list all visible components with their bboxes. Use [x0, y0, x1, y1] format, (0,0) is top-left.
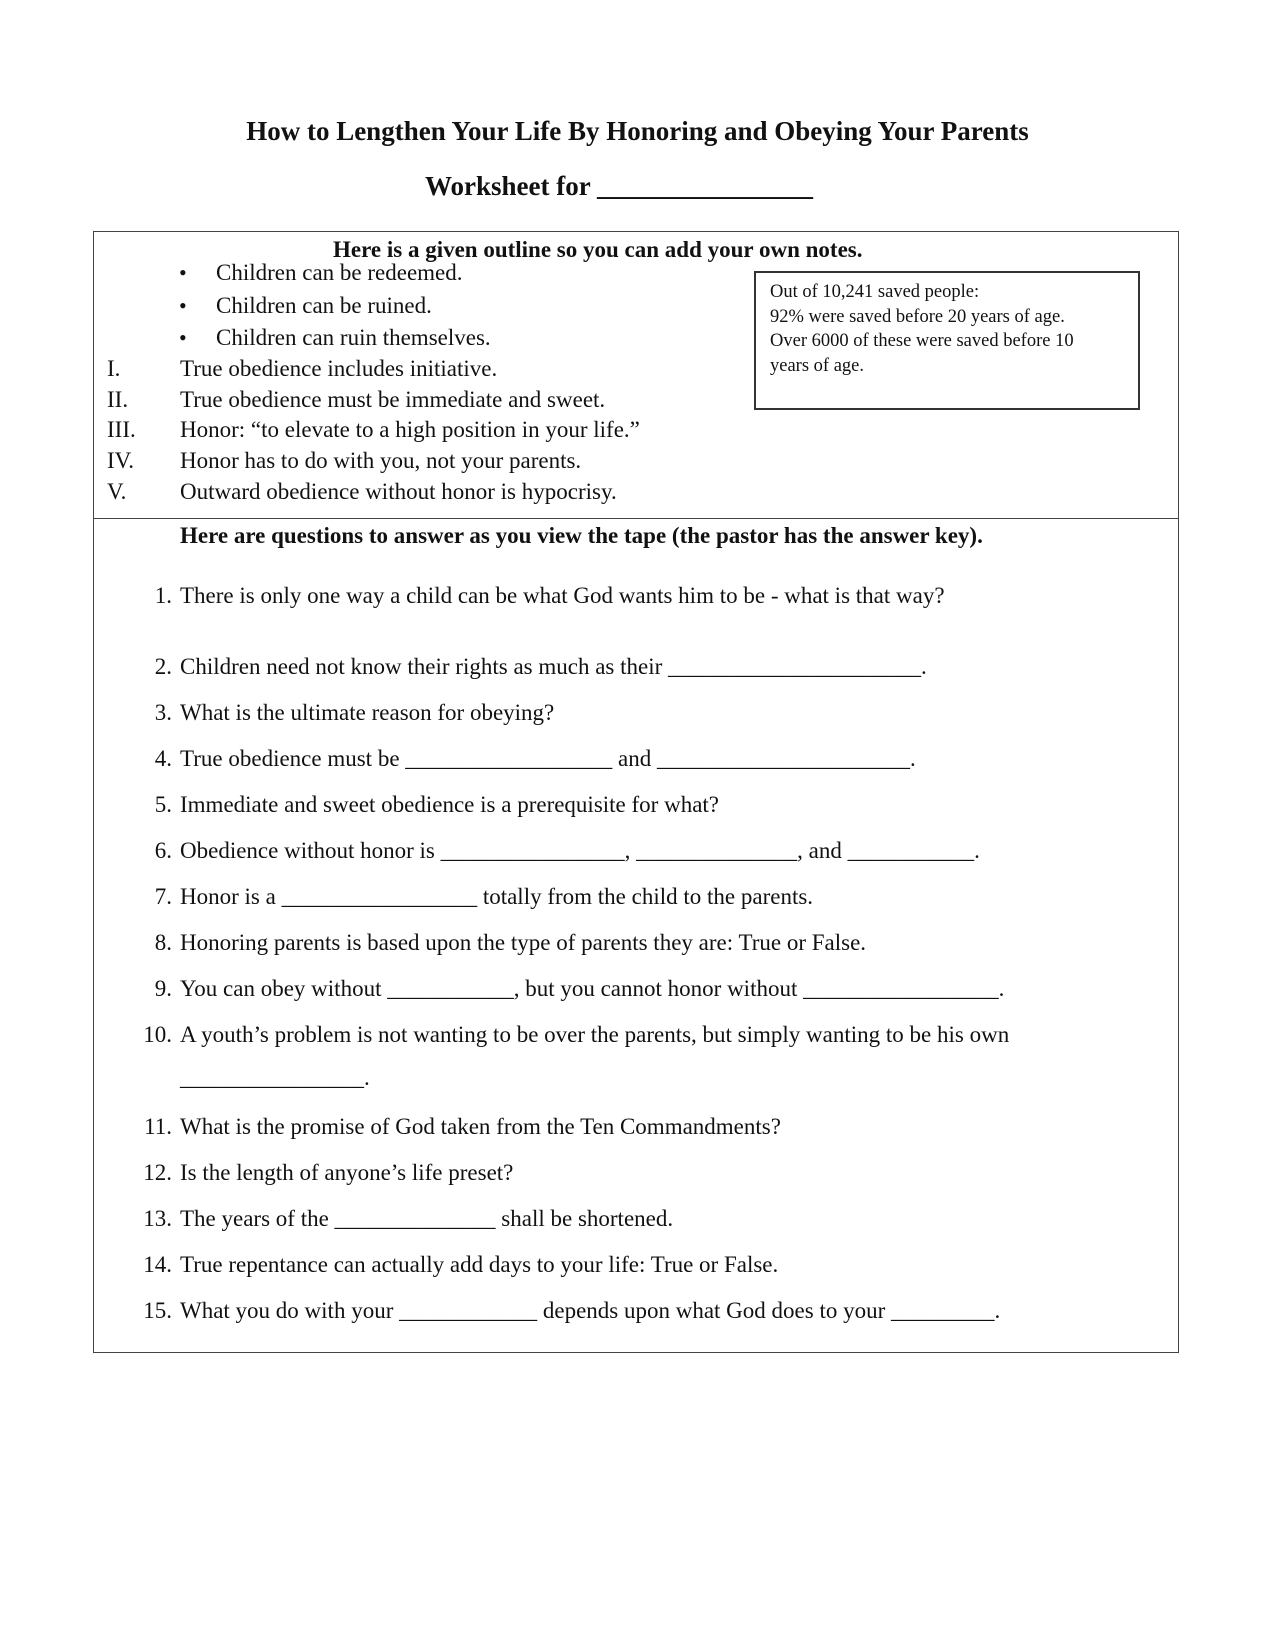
question-number: 15. — [143, 1298, 172, 1323]
question-number: 10. — [143, 1022, 172, 1047]
question-number: 9. — [154, 976, 172, 1001]
question-number: 2. — [154, 654, 172, 679]
outline-bullet-text: Children can ruin themselves. — [216, 325, 491, 350]
question-text: The years of the ______________ shall be shortened. — [180, 1206, 674, 1231]
outline-point-number: IV. — [107, 448, 135, 473]
outline-header: Here is a given outline so you can add your own notes. — [333, 237, 863, 262]
question-number: 14. — [143, 1252, 172, 1277]
statistics-line: Over 6000 of these were saved before 10 — [770, 331, 1074, 351]
question-text: Immediate and sweet obedience is a prerequisite for what? — [180, 792, 719, 817]
bullet-icon: • — [179, 293, 187, 318]
page-title: How to Lengthen Your Life By Honoring and Obeying Your Parents — [246, 116, 1029, 146]
question-text-continued: ________________. — [180, 1065, 370, 1090]
question-number: 8. — [154, 930, 172, 955]
question-text: What is the ultimate reason for obeying? — [180, 700, 555, 725]
question-number: 3. — [154, 700, 172, 725]
question-number: 1. — [154, 583, 172, 608]
question-number: 11. — [144, 1114, 172, 1139]
question-text: Honoring parents is based upon the type of parents they are: True or False. — [180, 930, 867, 955]
statistics-line: 92% were saved before 20 years of age. — [770, 306, 1065, 327]
outline-point-text: Honor has to do with you, not your parents. — [180, 448, 582, 473]
question-number: 13. — [143, 1206, 172, 1231]
outline-point-text: Honor: “to elevate to a high position in your life.” — [180, 417, 640, 442]
question-number: 5. — [154, 792, 172, 817]
question-text: There is only one way a child can be what God wants him to be - what is that way? — [180, 583, 945, 608]
bullet-icon: • — [179, 325, 187, 350]
outline-point-number: III. — [107, 417, 136, 442]
statistics-line: years of age. — [770, 355, 864, 376]
question-text: Honor is a _________________ totally from the child to the parents. — [180, 884, 814, 909]
question-text: True repentance can actually add days to your life: True or False. — [180, 1252, 779, 1277]
question-number: 6. — [154, 838, 172, 863]
question-number: 4. — [154, 746, 172, 771]
question-text: Children need not know their rights as much as their ______________________. — [180, 654, 927, 679]
question-number: 7. — [154, 884, 172, 909]
outline-point-text: True obedience must be immediate and sweet. — [180, 387, 606, 412]
question-text: What is the promise of God taken from the Ten Commandments? — [180, 1114, 781, 1139]
outline-point-number: I. — [107, 356, 121, 381]
outline-section — [93, 231, 1179, 519]
outline-point-text: Outward obedience without honor is hypocrisy. — [180, 479, 617, 504]
outline-point-text: True obedience includes initiative. — [180, 356, 498, 381]
question-text: True obedience must be __________________ and ______________________. — [180, 746, 916, 771]
question-text: Obedience without honor is ________________, ______________, and ___________. — [180, 838, 980, 863]
question-text: A youth’s problem is not wanting to be over the parents, but simply wanting to be his own — [180, 1022, 1010, 1047]
outline-point-number: V. — [107, 479, 127, 504]
statistics-box — [754, 271, 1140, 410]
question-text: Is the length of anyone’s life preset? — [180, 1160, 514, 1185]
outline-point-number: II. — [107, 387, 129, 412]
questions-section — [93, 518, 1179, 1353]
question-text: What you do with your ____________ depends upon what God does to your _________. — [180, 1298, 1001, 1323]
bullet-icon: • — [179, 260, 187, 285]
worksheet-for-line: Worksheet for ________________ — [425, 171, 813, 201]
question-number: 12. — [143, 1160, 172, 1185]
outline-bullet-text: Children can be redeemed. — [216, 260, 463, 285]
question-text: You can obey without ___________, but you cannot honor without _________________. — [180, 976, 1005, 1001]
questions-header: Here are questions to answer as you view the tape (the pastor has the answer key). — [180, 523, 983, 548]
statistics-line: Out of 10,241 saved people: — [770, 282, 980, 302]
outline-bullet-text: Children can be ruined. — [216, 293, 432, 318]
